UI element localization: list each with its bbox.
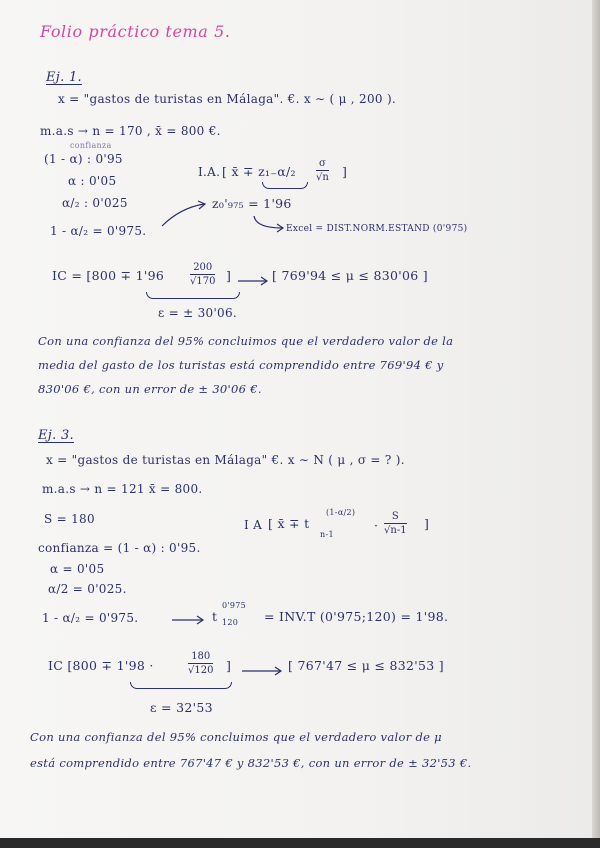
ej1-alpha: α : 0'05 xyxy=(68,174,117,188)
ej1-ic-left: IC = [800 ∓ 1'96 xyxy=(52,268,165,283)
ej1-ic-fraction-denominator: √170 xyxy=(190,276,216,287)
ej1-error-epsilon: ε = ± 30'06. xyxy=(158,306,238,320)
ej3-error-brace xyxy=(130,682,232,689)
ej3-ic-fraction-denominator: √120 xyxy=(188,665,214,676)
ej3-arrow-to-t xyxy=(170,615,206,627)
ej1-ic-close-bracket: ] xyxy=(226,268,232,283)
ej3-ia-fraction-denominator: √n-1 xyxy=(384,525,407,536)
ej3-error-epsilon: ε = 32'53 xyxy=(150,700,213,715)
ej3-t-symbol: t xyxy=(212,609,218,624)
ej1-error-brace xyxy=(146,292,240,299)
ej3-arrow-to-result xyxy=(240,666,284,678)
ej1-arrow-to-z xyxy=(160,200,210,230)
ej1-ic-result: [ 769'94 ≤ μ ≤ 830'06 ] xyxy=(272,268,428,283)
ej3-variable-definition: x = "gastos de turistas en Málaga" €. x ∼ N ( μ , σ = ? ). xyxy=(46,453,405,467)
ej3-s-value: S = 180 xyxy=(44,512,95,526)
ej1-ia-fraction xyxy=(316,157,329,184)
ej1-ic-fraction xyxy=(190,261,215,288)
ej3-ic-close-bracket: ] xyxy=(226,658,232,673)
ej3-ic-fraction xyxy=(188,650,213,677)
ej1-confidence-level: (1 - α) : 0'95 xyxy=(44,152,123,166)
ej1-conclusion-line-3: 830'06 €, con un error de ± 30'06 €. xyxy=(38,382,262,396)
ej3-ic-fraction-numerator: 180 xyxy=(188,650,213,664)
ej3-t-value: = INV.T (0'975;120) = 1'98. xyxy=(264,609,449,624)
exercise-3-heading: Ej. 3. xyxy=(38,428,74,443)
ej3-ia-superscript: (1-α/2) xyxy=(326,508,356,517)
page-title: Folio práctico tema 5. xyxy=(40,22,231,41)
desk-background-strip xyxy=(0,838,600,848)
exercise-1-heading: Ej. 1. xyxy=(46,70,82,85)
ej1-sample-info: m.a.s → n = 170 , x̄ = 800 €. xyxy=(40,124,221,138)
ej3-ia-formula: [ x̄ ∓ t xyxy=(268,516,310,531)
ej1-excel-function: Excel = DIST.NORM.ESTAND (0'975) xyxy=(286,224,468,234)
ej3-alpha: α = 0'05 xyxy=(50,562,105,576)
ej3-t-superscript: 0'975 xyxy=(222,601,247,610)
ej1-ia-formula: [ x̄ ∓ z₁₋α/₂ xyxy=(222,164,296,179)
ej3-ia-dot: · xyxy=(374,518,379,533)
ej3-ia-fraction-numerator: S xyxy=(384,510,407,524)
ej3-ia-label: I A xyxy=(244,518,263,532)
ej3-t-subscript: 120 xyxy=(222,618,239,627)
ej3-alpha-half: α/2 = 0'025. xyxy=(48,582,127,596)
ej1-ia-fraction-numerator: σ xyxy=(316,157,329,171)
ej3-conclusion-line-1: Con una confianza del 95% concluimos que el verdadero valor de μ xyxy=(30,730,442,744)
ej1-ic-fraction-numerator: 200 xyxy=(190,261,215,275)
ej3-ic-result: [ 767'47 ≤ μ ≤ 832'53 ] xyxy=(288,658,444,673)
ej1-variable-definition: x = "gastos de turistas en Málaga". €. x ∼ ( μ , 200 ). xyxy=(58,92,397,106)
ej1-ia-label: I.A. xyxy=(198,165,221,179)
ej3-ic-left: IC [800 ∓ 1'98 · xyxy=(48,658,154,673)
ej1-conclusion-line-1: Con una confianza del 95% concluimos que el verdadero valor de la xyxy=(38,334,454,348)
ej1-z-value: z₀'₉₇₅ = 1'96 xyxy=(212,196,292,211)
page-edge xyxy=(592,0,600,848)
ej1-arrow-to-excel xyxy=(250,214,290,234)
ej3-sample-info: m.a.s → n = 121 x̄ = 800. xyxy=(42,482,203,496)
ej3-ia-subscript: n-1 xyxy=(320,530,334,539)
ej1-conclusion-line-2: media del gasto de los turistas está comprendido entre 769'94 € y xyxy=(38,358,444,372)
ej3-ia-fraction xyxy=(384,510,407,537)
ej1-z-brace xyxy=(262,182,308,189)
ej1-arrow-to-result xyxy=(236,276,270,288)
ej1-confianza-note: confianza xyxy=(70,141,112,150)
ej3-conclusion-line-2: está comprendido entre 767'47 € y 832'53 €, con un error de ± 32'53 €. xyxy=(30,756,472,770)
ej1-one-minus-alpha-half: 1 - α/₂ = 0'975. xyxy=(50,224,147,238)
ej3-ia-close-bracket: ] xyxy=(424,516,430,531)
ej3-one-minus-alpha-half: 1 - α/₂ = 0'975. xyxy=(42,611,139,625)
ej1-ia-close-bracket: ] xyxy=(342,164,348,179)
ej1-alpha-half: α/₂ : 0'025 xyxy=(62,196,128,210)
ej3-confidence-level: confianza = (1 - α) : 0'95. xyxy=(38,541,201,555)
ej1-ia-fraction-denominator: √n xyxy=(316,172,329,183)
